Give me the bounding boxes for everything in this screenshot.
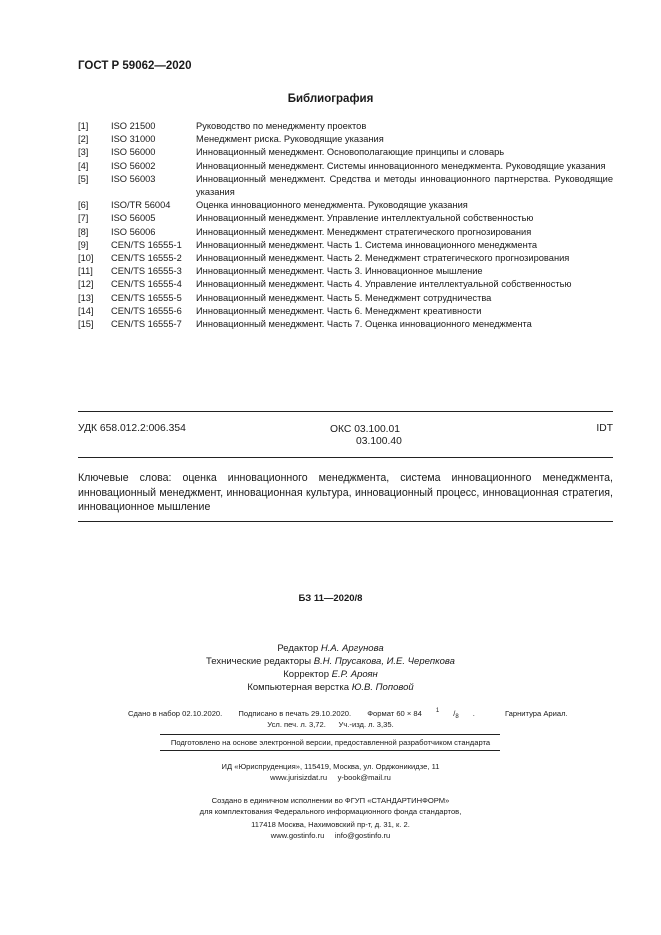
bibliography-entry (78, 292, 613, 305)
imprint-print-sheets: Усл. печ. л. 3,72. (267, 720, 326, 729)
entry-title: Инновационный менеджмент. Системы инновационного менеджмента. Руководящие указания (196, 160, 606, 171)
entry-code: ISO 56003 (111, 173, 156, 184)
bibliography-entry (78, 318, 613, 331)
divider-bottom (78, 521, 613, 522)
bibliography-entry (78, 199, 613, 212)
entry-title: Инновационный менеджмент. Часть 5. Менеджмент сотрудничества (196, 292, 492, 303)
entry-title: Инновационный менеджмент. Часть 2. Менеджмент стратегического прогнозирования (196, 253, 570, 264)
editor-label: Редактор (277, 643, 319, 654)
corrector-line (0, 668, 661, 681)
entry-title: Инновационный менеджмент. Часть 6. Менеджмент креативности (196, 305, 482, 316)
entry-number: [14] (78, 305, 94, 316)
entry-code: ISO 21500 (111, 121, 156, 131)
corrector-name: Е.Р. Ароян (331, 669, 378, 680)
imprint-sent: Сдано в набор 02.10.2020. (128, 708, 223, 718)
bibliography-entry (78, 305, 613, 318)
publisher-line-1: ИД «Юриспруденция», 115419, Москва, ул. Орджоникидзе, 11 (221, 762, 440, 771)
imprint-divider-1 (160, 734, 500, 735)
entry-title: Инновационный менеджмент. Часть 7. Оценка инновационного менеджмента (196, 319, 532, 330)
imprint-signed: Подписано в печать 29.10.2020. (238, 708, 352, 718)
entry-code: CEN/TS 16555-7 (111, 319, 182, 330)
entry-number: [2] (78, 134, 89, 145)
entry-number: [5] (78, 173, 89, 184)
created-line-1: Создано в единичном исполнении во ФГУП «СТАНДАРТИНФОРМ» (211, 796, 450, 805)
idt-label: IDT (596, 423, 613, 434)
entry-code: CEN/TS 16555-3 (111, 266, 182, 277)
entry-code: ISO 56002 (111, 160, 156, 171)
entry-number: [6] (78, 200, 89, 211)
entry-title: Инновационный менеджмент. Средства и методы инновационного партнерства. Руководящие указания (196, 173, 613, 198)
udk-code: УДК 658.012.2:006.354 (78, 423, 186, 434)
entry-code: CEN/TS 16555-4 (111, 279, 182, 290)
divider-top (78, 411, 613, 412)
imprint-prepared: Подготовлено на основе электронной версии, предоставленной разработчиком стандарта (170, 738, 491, 747)
credits-block (0, 642, 661, 694)
entry-title: Инновационный менеджмент. Управление интеллектуальной собственностью (196, 213, 534, 224)
entry-number: [7] (78, 213, 89, 224)
entry-title: Инновационный менеджмент. Часть 4. Управление интеллектуальной собственностью (196, 279, 572, 290)
divider-middle (78, 457, 613, 458)
entry-title: Инновационный менеджмент. Основополагающие принципы и словарь (196, 147, 505, 158)
imprint-format: Формат 60 × 84 $^1$ $/_8$ . (367, 708, 475, 721)
created-line-3: 117418 Москва, Нахимовский пр-т, д. 31, к. 2. (251, 820, 410, 829)
layout-label: Компьютерная верстка (247, 682, 350, 693)
entry-number: [4] (78, 160, 89, 171)
entry-code: CEN/TS 16555-5 (111, 292, 182, 303)
keywords: Ключевые слова: оценка инновационного менеджмента, система инновационного менеджмента, инновационный менеджмент, инновационная культура, инновационный процесс, инновационная стратегия, инновационное мышление (78, 472, 613, 513)
imprint-line-2 (0, 719, 661, 730)
entry-title: Инновационный менеджмент. Менеджмент стратегического прогнозирования (196, 226, 532, 237)
imprint-font: Гарнитура Ариал. (504, 708, 568, 718)
bibliography-list (78, 120, 613, 331)
entry-code: CEN/TS 16555-2 (111, 253, 182, 264)
bibliography-entry (78, 160, 613, 173)
entry-code: CEN/TS 16555-1 (111, 239, 182, 250)
bibliography-entry (78, 252, 613, 265)
entry-code: CEN/TS 16555-6 (111, 305, 182, 316)
imprint-pub-sheets: Уч.-изд. л. 3,35. (338, 720, 394, 729)
tech-editors-line (0, 655, 661, 668)
tech-editors-label: Технические редакторы (206, 656, 312, 667)
created-line-4: www.gostinfo.ru info@gostinfo.ru (270, 831, 391, 840)
oks-code-2: 03.100.40 (356, 436, 402, 447)
corrector-label: Корректор (283, 669, 329, 680)
editor-name: Н.А. Аргунова (320, 643, 384, 654)
bibliography-entry (78, 278, 613, 291)
entry-number: [13] (78, 292, 94, 303)
entry-code: ISO 31000 (111, 134, 156, 145)
created-line-2: для комплектования Федерального информационного фонда стандартов, (199, 807, 462, 816)
entry-number: [10] (78, 253, 94, 264)
entry-number: [11] (78, 266, 93, 277)
bibliography-entry (78, 212, 613, 225)
entry-title: Оценка инновационного менеджмента. Руководящие указания (196, 200, 468, 211)
bibliography-entry (78, 120, 613, 133)
bibliography-entry (78, 133, 613, 146)
entry-number: [12] (78, 279, 94, 290)
oks-code-1: ОКС 03.100.01 (330, 424, 400, 435)
entry-number: [1] (78, 121, 89, 131)
entry-code: ISO 56006 (111, 226, 156, 237)
tech-editors-names: В.Н. Прусакова, И.Е. Черепкова (313, 656, 455, 667)
entry-code: ISO/TR 56004 (111, 200, 171, 211)
entry-code: ISO 56005 (111, 213, 156, 224)
bibliography-title: Библиография (287, 93, 374, 105)
entry-number: [9] (78, 239, 89, 250)
layout-name: Ю.В. Поповой (351, 682, 414, 693)
entry-title: Инновационный менеджмент. Часть 3. Инновационное мышление (196, 266, 483, 277)
imprint-divider-2 (160, 750, 500, 751)
bibliography-entry (78, 239, 613, 252)
entry-code: ISO 56000 (111, 147, 156, 158)
entry-number: [15] (78, 319, 94, 330)
bibliography-entry (78, 173, 613, 199)
publisher-line-2: www.jurisizdat.ru y-book@mail.ru (270, 773, 391, 782)
standard-header: ГОСТ Р 59062—2020 (78, 60, 192, 72)
entry-title: Инновационный менеджмент. Часть 1. Система инновационного менеджмента (196, 239, 538, 250)
bibliography-entry (78, 226, 613, 239)
entry-title: Менеджмент риска. Руководящие указания (196, 134, 384, 145)
bz-number: БЗ 11—2020/8 (298, 593, 363, 604)
entry-title: Руководство по менеджменту проектов (196, 121, 367, 131)
entry-number: [8] (78, 226, 89, 237)
bibliography-entry (78, 146, 613, 159)
bibliography-entry (78, 265, 613, 278)
editor-line (0, 642, 661, 655)
layout-line (0, 681, 661, 694)
entry-number: [3] (78, 147, 89, 158)
